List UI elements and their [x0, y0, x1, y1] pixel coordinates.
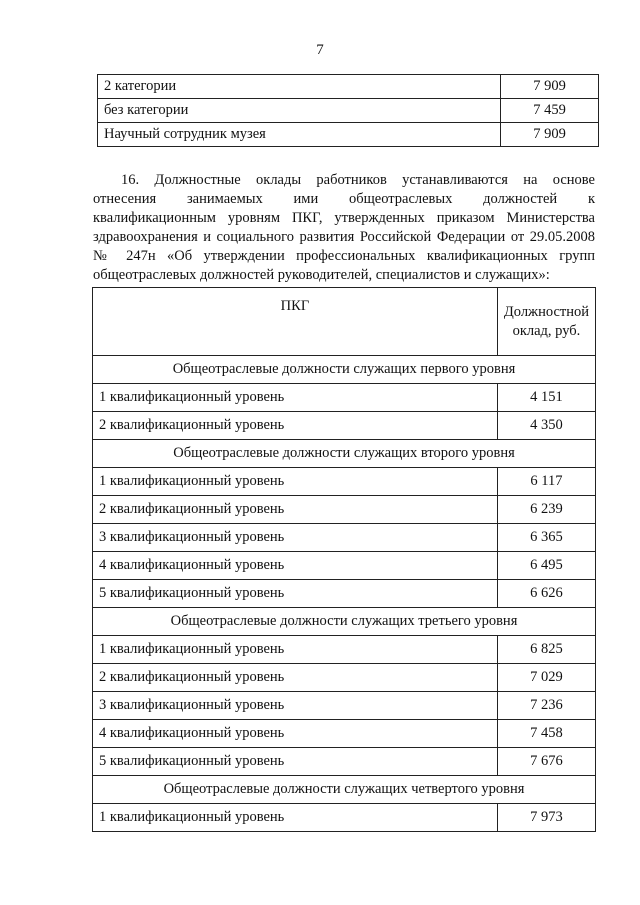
level-label: 3 квалификационный уровень: [93, 524, 498, 552]
table-row: [93, 636, 596, 664]
level-label: 2 квалификационный уровень: [93, 496, 498, 524]
table-row: [93, 692, 596, 720]
table-row: [93, 664, 596, 692]
group-row: [93, 440, 596, 468]
paragraph-16: [93, 171, 595, 285]
table-row: [98, 123, 599, 147]
group-title: Общеотраслевые должности служащих третьего уровня: [93, 608, 596, 636]
level-label: 1 квалификационный уровень: [93, 804, 498, 832]
table-row: [93, 468, 596, 496]
paragraph-line: № 247н «Об утверждении профессиональных квалификационных групп: [93, 248, 595, 264]
salary-value: 6 626: [497, 580, 595, 608]
salary-value: 6 239: [497, 496, 595, 524]
salary-value: 6 825: [497, 636, 595, 664]
table-row: [93, 524, 596, 552]
table-header-row: [93, 288, 596, 356]
level-label: 5 квалификационный уровень: [93, 748, 498, 776]
salary-value: 6 117: [497, 468, 595, 496]
table-row: [93, 412, 596, 440]
salary-value: 7 458: [497, 720, 595, 748]
level-label: 4 квалификационный уровень: [93, 720, 498, 748]
level-label: 2 квалификационный уровень: [93, 412, 498, 440]
level-label: 1 квалификационный уровень: [93, 636, 498, 664]
table-row: [93, 748, 596, 776]
group-row: [93, 608, 596, 636]
level-label: 1 квалификационный уровень: [93, 384, 498, 412]
salary-value: 4 151: [497, 384, 595, 412]
header-salary-line2: оклад, руб.: [512, 322, 581, 339]
header-pkg: ПКГ: [93, 288, 498, 356]
row-label: Научный сотрудник музея: [98, 123, 501, 147]
table-row: [93, 384, 596, 412]
salary-value: 6 365: [497, 524, 595, 552]
header-salary: [497, 288, 595, 356]
group-title: Общеотраслевые должности служащих первого уровня: [93, 356, 596, 384]
header-salary-line1: Должностной: [503, 303, 589, 320]
row-value: 7 459: [501, 99, 599, 123]
table-row: [98, 75, 599, 99]
level-label: 2 квалификационный уровень: [93, 664, 498, 692]
salary-value: 7 029: [497, 664, 595, 692]
salary-value: 7 236: [497, 692, 595, 720]
table-row: [98, 99, 599, 123]
row-label: 2 категории: [98, 75, 501, 99]
paragraph-line: общеотраслевых должностей руководителей, специалистов и служащих»:: [93, 267, 550, 283]
salary-value: 7 676: [497, 748, 595, 776]
paragraph-line: 16. Должностные оклады работников устанавливаются на основе: [121, 172, 595, 188]
pkg-salary-table: [92, 287, 596, 832]
level-label: 3 квалификационный уровень: [93, 692, 498, 720]
salary-value: 4 350: [497, 412, 595, 440]
row-label: без категории: [98, 99, 501, 123]
table-row: [93, 804, 596, 832]
paragraph-line: квалификационным уровням ПКГ, утвержденных приказом Министерства: [93, 210, 595, 226]
salary-value: 6 495: [497, 552, 595, 580]
paragraph-line: отнесения занимаемых ими общеотраслевых должностей к: [93, 191, 595, 207]
level-label: 4 квалификационный уровень: [93, 552, 498, 580]
page-number: 7: [316, 42, 324, 58]
row-value: 7 909: [501, 123, 599, 147]
group-title: Общеотраслевые должности служащих второго уровня: [93, 440, 596, 468]
row-value: 7 909: [501, 75, 599, 99]
table-row: [93, 496, 596, 524]
table-row: [93, 720, 596, 748]
level-label: 5 квалификационный уровень: [93, 580, 498, 608]
paragraph-line: здравоохранения и социального развития Российской Федерации от 29.05.2008: [93, 229, 595, 245]
group-row: [93, 356, 596, 384]
salary-table-continued: [97, 74, 599, 147]
salary-value: 7 973: [497, 804, 595, 832]
table-row: [93, 580, 596, 608]
group-row: [93, 776, 596, 804]
level-label: 1 квалификационный уровень: [93, 468, 498, 496]
group-title: Общеотраслевые должности служащих четвертого уровня: [93, 776, 596, 804]
table-row: [93, 552, 596, 580]
